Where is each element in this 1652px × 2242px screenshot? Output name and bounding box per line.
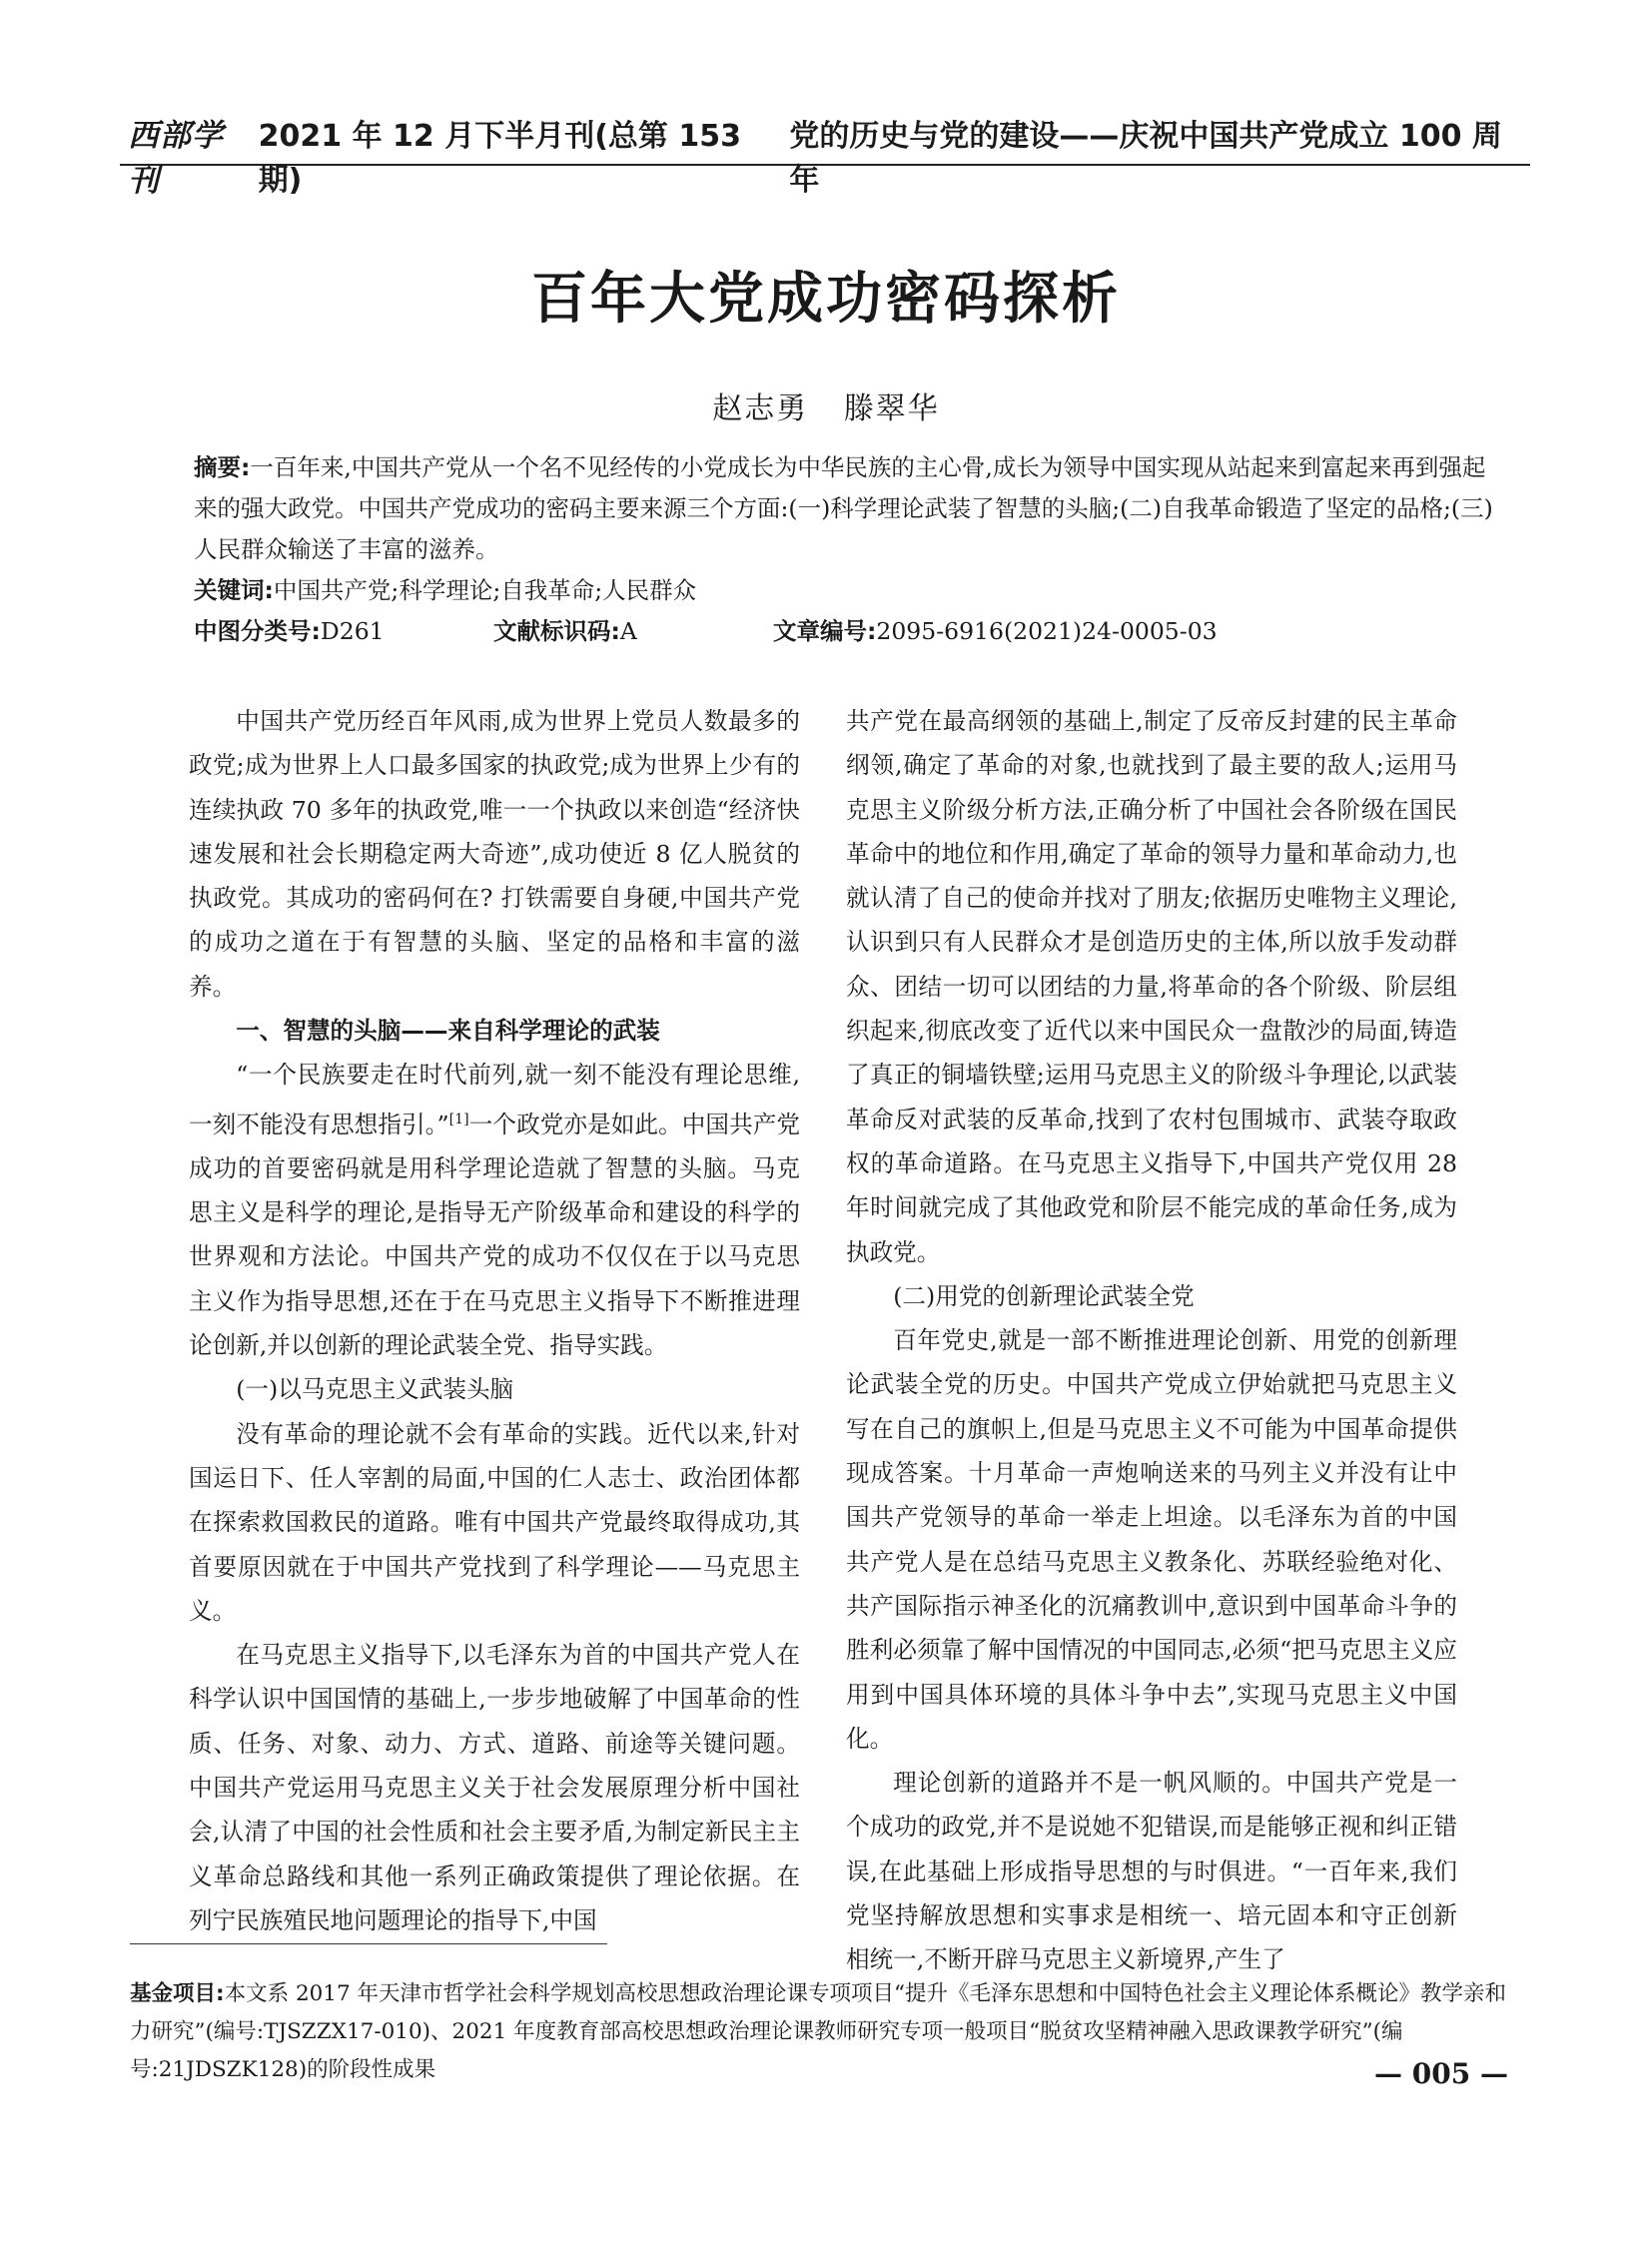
footnote-divider: [130, 1943, 607, 1944]
authors: 赵志勇 滕翠华: [712, 391, 940, 426]
clc-label: 中图分类号:: [194, 617, 321, 645]
article-no-label: 文章编号:: [773, 617, 877, 645]
abstract-block: [194, 447, 1506, 652]
article-no-item: [773, 611, 1218, 652]
body-paragraph: 中国共产党历经百年风雨,成为世界上党员人数最多的政党;成为世界上人口最多国家的执政党;成为世界上少有的连续执政 70 多年的执政党,唯一一个执政以来创造“经济快速发展和社会长期稳定两大奇迹”,成功使近 8 亿人脱贫的执政党。其成功的密码何在? 打铁需要自身硬,中国共产党的成功之道在于有智慧的头脑、坚定的品格和丰富的滋养。: [189, 707, 800, 1001]
right-column: [846, 699, 1457, 1982]
column-title: 党的历史与党的建设——庆祝中国共产党成立 100 周年: [789, 119, 1502, 198]
header-left: [128, 110, 789, 200]
clc-value: D261: [320, 617, 385, 645]
paragraph-rest: 一个政党亦是如此。中国共产党成功的首要密码就是用科学理论造就了智慧的头脑。马克思主义是科学的理论,是指导无产阶级革命和建设的科学的世界观和方法论。中国共产党的成功不仅仅在于以马克思主义作为指导思想,还在于在马克思主义指导下不断推进理论创新,并以创新的理论武装全党、指导实践。: [189, 1110, 801, 1360]
clc-item: [194, 611, 493, 652]
header-divider: [120, 164, 1530, 166]
body-paragraph: 没有革命的理论就不会有革命的实践。近代以来,针对国运日下、任人宰割的局面,中国的仁人志士、政治团体都在探索救国救民的道路。唯有中国共产党最终取得成功,其首要原因就在于中国共产党找到了科学理论——马克思主义。: [189, 1419, 800, 1625]
section-heading: 一、智慧的头脑——来自科学理论的武装: [236, 1017, 660, 1046]
subsection-heading: (二)用党的创新理论武装全党: [893, 1281, 1195, 1310]
page-number: — 005 —: [1374, 2057, 1508, 2090]
left-column: [189, 699, 800, 1942]
body-paragraph: 共产党在最高纲领的基础上,制定了反帝反封建的民主革命纲领,确定了革命的对象,也就找到了最主要的敌人;运用马克思主义阶级分析方法,正确分析了中国社会各阶级在国民革命中的地位和作用,确定了革命的领导力量和革命动力,也就认清了自己的使命并找对了朋友;依据历史唯物主义理论,认识到只有人民群众才是创造历史的主体,所以放手发动群众、团结一切可以团结的力量,将革命的各个阶级、阶层组织起来,彻底改变了近代以来中国民众一盘散沙的局面,铸造了真正的铜墙铁壁;运用马克思主义的阶级斗争理论,以武装革命反对武装的反革命,找到了农村包围城市、武装夺取政权的革命道路。在马克思主义指导下,中国共产党仅用 28 年时间就完成了其他政党和阶层不能完成的革命任务,成为执政党。: [846, 707, 1457, 1266]
doc-code-item: [493, 611, 773, 652]
subsection-heading: (一)以马克思主义武装头脑: [236, 1375, 514, 1404]
body-paragraph: [189, 1053, 800, 1367]
footnote-label: 基金项目:: [130, 1981, 225, 2006]
issue-info: 2021 年 12 月下半月刊(总第 153 期): [258, 119, 741, 198]
doc-code-value: A: [619, 617, 637, 645]
article-title: 百年大党成功密码探析: [531, 267, 1121, 332]
body-paragraph: 百年党史,就是一部不断推进理论创新、用党的创新理论武装全党的历史。中国共产党成立伊始就把马克思主义写在自己的旗帜上,但是马克思主义不可能为中国革命提供现成答案。十月革命一声炮响送来的马列主义并没有让中国共产党领导的革命一举走上坦途。以毛泽东为首的中国共产党人是在总结马克思主义教条化、苏联经验绝对化、共产国际指示神圣化的沉痛教训中,意识到中国革命斗争的胜利必须靠了解中国情况的中国同志,必须“把马克思主义应用到中国具体环境的具体斗争中去”,实现马克思主义中国化。: [846, 1326, 1457, 1753]
footnote-text: 本文系 2017 年天津市哲学社会科学规划高校思想政治理论课专项项目“提升《毛泽东思想和中国特色社会主义理论体系概论》教学亲和力研究”(编号:TJSZZX17-010)、2021 年度教育部高校思想政治理论课教师研究专项一般项目“脱贫攻坚精神融入思政课教学研究”(编号:21JDSZK128)的阶段性成果: [130, 1981, 1506, 2082]
keywords: [194, 570, 1506, 611]
classification-row: [194, 611, 1506, 652]
citation-ref: [1]: [448, 1111, 469, 1127]
abstract: [194, 447, 1506, 570]
quote-text: “一个民族要走在时代前列,就一刻不能没有理论思维,一刻不能没有思想指引。”: [189, 1061, 800, 1138]
running-header: [128, 110, 1524, 200]
journal-logo: 西部学刊: [128, 118, 224, 199]
abstract-text: 一百年来,中国共产党从一个名不见经传的小党成长为中华民族的主心骨,成长为领导中国实现从站起来到富起来再到强起来的强大政党。中国共产党成功的密码主要来源三个方面:(一)科学理论武装了智慧的头脑;(二)自我革命锻造了坚定的品格;(三)人民群众输送了丰富的滋养。: [194, 453, 1493, 563]
body-paragraph: 在马克思主义指导下,以毛泽东为首的中国共产党人在科学认识中国国情的基础上,一步步地破解了中国革命的性质、任务、对象、动力、方式、道路、前途等关键问题。中国共产党运用马克思主义关于社会发展原理分析中国社会,认清了中国的社会性质和社会主要矛盾,为制定新民主主义革命总路线和其他一系列正确政策提供了理论依据。在列宁民族殖民地问题理论的指导下,中国: [189, 1641, 800, 1934]
article-no-value: 2095-6916(2021)24-0005-03: [876, 617, 1218, 645]
keywords-label: 关键词:: [194, 576, 274, 604]
keywords-text: 中国共产党;科学理论;自我革命;人民群众: [273, 576, 697, 604]
abstract-label: 摘要:: [194, 453, 251, 481]
footnote: [130, 1975, 1518, 2089]
body-paragraph: 理论创新的道路并不是一帆风顺的。中国共产党是一个成功的政党,并不是说她不犯错误,而是能够正视和纠正错误,在此基础上形成指导思想的与时俱进。“一百年来,我们党坚持解放思想和实事求是相统一、培元固本和守正创新相统一,不断开辟马克思主义新境界,产生了: [846, 1769, 1457, 1974]
doc-code-label: 文献标识码:: [493, 617, 620, 645]
